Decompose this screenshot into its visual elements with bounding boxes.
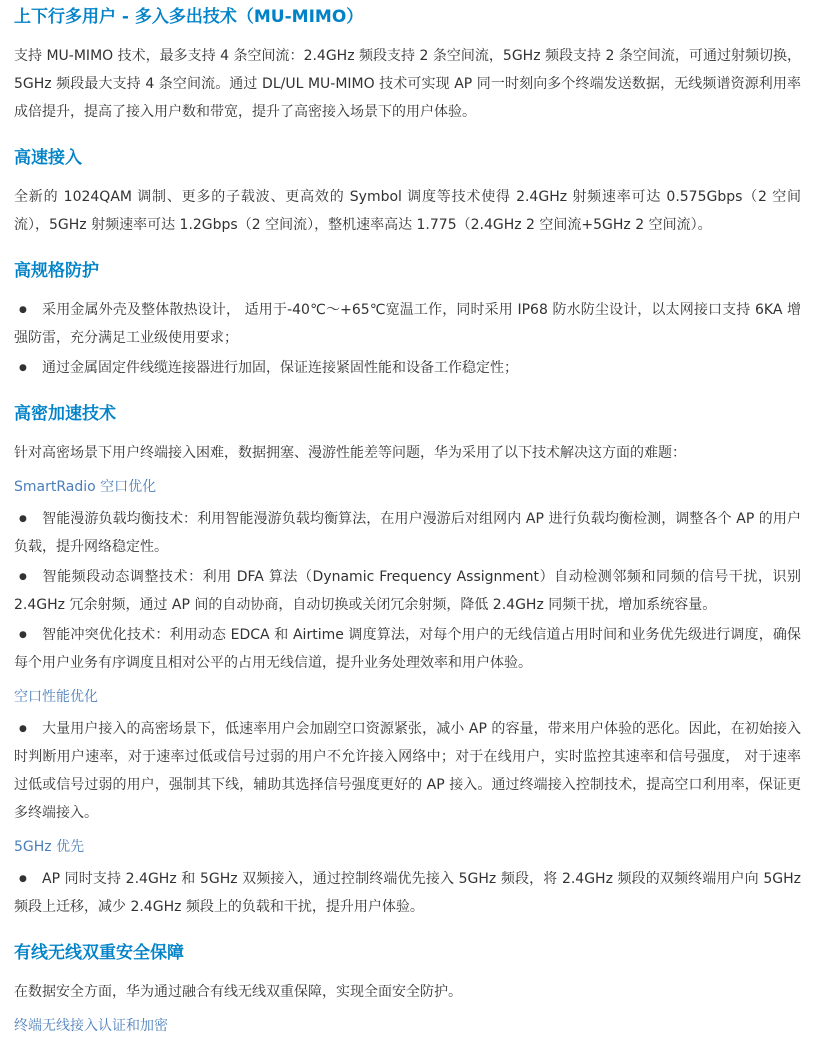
bullet-text: 大量用户接入的高密场景下，低速率用户会加剧空口资源紧张，减小 AP 的容量，带来用户体验的恶化。因此，在初始接入时判断用户速率，对于速率过低或信号过弱的用户不允许接入网络中；对于在线用户，实时监控其速率和信号强度， 对于速率过低或信号过弱的用户，强制其下线，辅助其选择信号强度更好的 AP 接入。通过终端接入控制技术，提高空口利用率，保证更多终端接入。 — [14, 721, 801, 821]
bullet-icon: ● — [19, 724, 27, 734]
bullet-text: 智能频段动态调整技术：利用 DFA 算法（Dynamic Frequency Assignment）自动检测邻频和同频的信号干扰，识别 2.4GHz 冗余射频，通过 AP 间的自动协商，自动切换或关闭冗余射频，降低 2.4GHz 同频干扰，增加系统容量。 — [14, 569, 801, 613]
bullet-icon: ● — [19, 572, 27, 582]
section-heading: 高密加速技术 — [14, 404, 116, 424]
bullet-item — [14, 563, 801, 619]
bullet-text: 通过金属固定件线缆连接器进行加固，保证连接紧固性能和设备工作稳定性； — [42, 360, 518, 376]
bullet-item — [14, 505, 801, 561]
bullet-text: 智能冲突优化技术：利用动态 EDCA 和 Airtime 调度算法，对每个用户的无线信道占用时间和业务优先级进行调度，确保每个用户业务有序调度且相对公平的占用无线信道，提升业务处理效率和用户体验。 — [14, 627, 801, 671]
bullet-item — [14, 715, 801, 827]
bullet-text: 采用金属外壳及整体散热设计， 适用于-40℃～+65℃宽温工作，同时采用 IP68 防水防尘设计，以太网接口支持 6KA 增强防雷，充分满足工业级使用要求； — [14, 302, 801, 346]
bullet-item — [14, 354, 801, 382]
paragraph: 支持 MU-MIMO 技术，最多支持 4 条空间流：2.4GHz 频段支持 2 条空间流，5GHz 频段支持 2 条空间流，可通过射频切换，5GHz 频段最大支持 4 条空间流。通过 DL/UL MU-MIMO 技术可实现 AP 同一时刻向多个终端发送数据，无线频谱资源利用率成倍提升，提高了接入用户数和带宽，提升了高密接入场景下的用户体验。 — [14, 48, 801, 120]
bullet-icon: ● — [19, 874, 27, 884]
bullet-text: 智能漫游负载均衡技术：利用智能漫游负载均衡算法，在用户漫游后对组网内 AP 进行负载均衡检测，调整各个 AP 的用户负载，提升网络稳定性。 — [14, 511, 801, 555]
section-heading: 有线无线双重安全保障 — [14, 943, 184, 963]
bullet-item — [14, 296, 801, 352]
bullet-text: AP 同时支持 2.4GHz 和 5GHz 双频接入，通过控制终端优先接入 5GHz 频段，将 2.4GHz 频段的双频终端用户向 5GHz 频段上迁移，减少 2.4GHz 频段上的负载和干扰，提升用户体验。 — [14, 871, 801, 915]
section-heading: 高速接入 — [14, 148, 82, 168]
bullet-icon: ● — [19, 363, 27, 373]
paragraph: 全新的 1024QAM 调制、更多的子载波、更高效的 Symbol 调度等技术使得 2.4GHz 射频速率可达 0.575Gbps（2 空间流），5GHz 射频速率可达 1.2Gbps（2 空间流），整机速率高达 1.775（2.4GHz 2 空间流+5GHz 2 空间流）。 — [14, 189, 801, 233]
bullet-icon: ● — [19, 514, 27, 524]
sub-heading: 5GHz 优先 — [14, 839, 85, 855]
sub-heading: 空口性能优化 — [14, 689, 98, 705]
bullet-icon: ● — [19, 305, 27, 315]
paragraph: 在数据安全方面，华为通过融合有线无线双重保障，实现全面安全防护。 — [14, 984, 462, 1000]
sub-heading: SmartRadio 空口优化 — [14, 479, 157, 495]
sub-heading: 终端无线接入认证和加密 — [14, 1018, 168, 1034]
section-heading: 高规格防护 — [14, 261, 99, 281]
bullet-icon: ● — [19, 630, 27, 640]
paragraph: 针对高密场景下用户终端接入困难，数据拥塞、漫游性能差等问题，华为采用了以下技术解决这方面的难题： — [14, 445, 686, 461]
bullet-item — [14, 865, 801, 921]
section-heading: 上下行多用户 - 多入多出技术（MU-MIMO） — [14, 7, 364, 27]
bullet-item — [14, 621, 801, 677]
